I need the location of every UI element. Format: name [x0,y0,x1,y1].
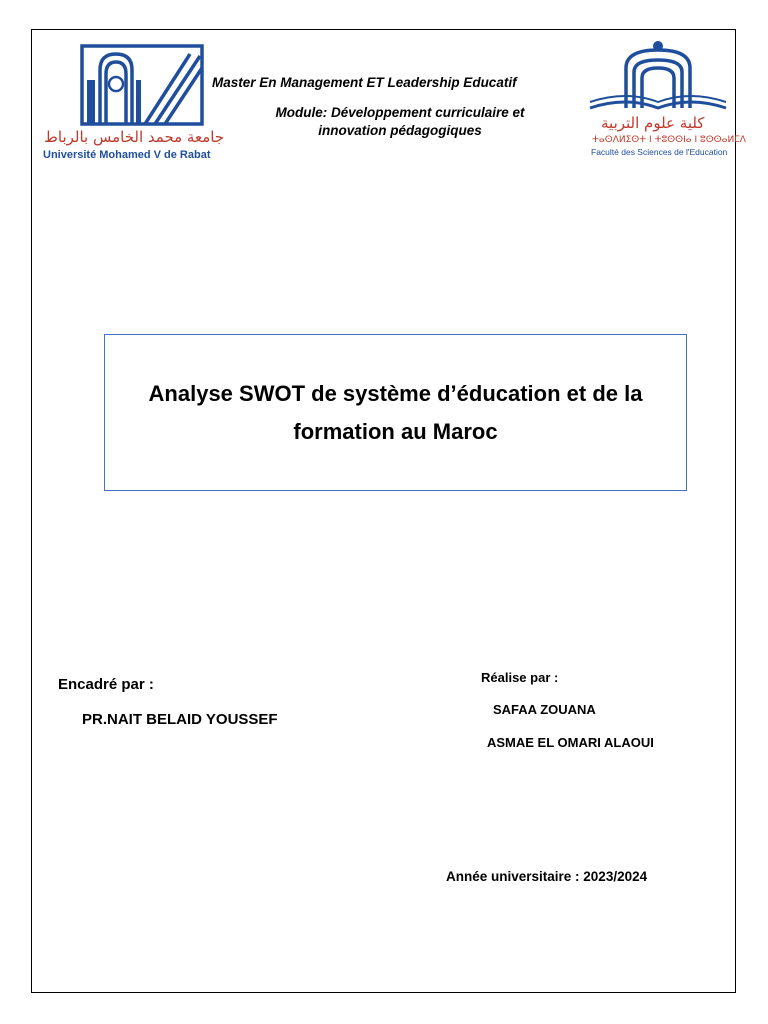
faculty-logo [586,38,746,160]
module-title: Module: Développement curriculaire et innovation pédagogiques [275,105,525,138]
university-emblem-icon [40,40,225,130]
faculty-latin-name: Faculté des Sciences de l'Education [591,147,728,157]
authors-label: Réalise par : [481,670,559,685]
university-arabic-name: جامعة محمد الخامس بالرباط [44,128,225,146]
faculty-tifinagh-name: ⵜⴰⵙⴷⵍⵉⵙⵜ ⵏ ⵜⵓⵙⵙⵏⴰ ⵏ ⵓⵙⵙⴰⵍⵎⴷ [592,135,746,145]
supervisor-name: PR.NAIT BELAID YOUSSEF [82,711,278,728]
page-border [31,29,736,993]
supervisor-label: Encadré par : [58,676,154,693]
author-name-1: SAFAA ZOUANA [493,702,596,717]
university-latin-name: Université Mohamed V de Rabat [43,149,211,161]
program-title: Master En Management ET Leadership Educatif [212,75,517,90]
author-name-2: ASMAE EL OMARI ALAOUI [487,735,654,750]
title-box [104,334,687,491]
faculty-arabic-name: كلية علوم التربية [601,114,705,132]
university-logo [40,40,225,165]
faculty-emblem-icon [586,38,731,113]
academic-year: Année universitaire : 2023/2024 [446,869,648,884]
document-title: Analyse SWOT de système d’éducation et de la formation au Maroc [148,380,643,444]
